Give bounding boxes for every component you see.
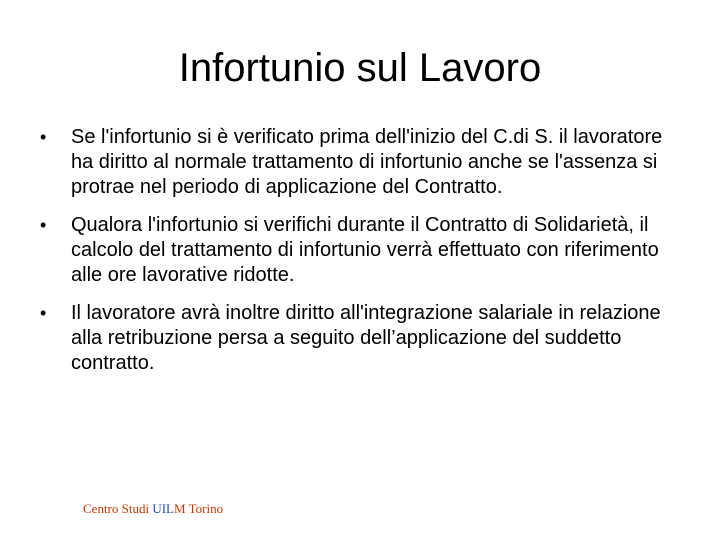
bullet-text: Il lavoratore avrà inoltre diritto all'integrazione salariale in relazione alla retribuzione persa a seguito dell’applicazione del suddetto contratto.	[71, 302, 661, 374]
bullet-marker: •	[40, 127, 47, 147]
bullet-item	[36, 301, 686, 376]
bullet-item	[36, 213, 686, 288]
bullet-text: Se l'infortunio si è verificato prima dell'inizio del C.di S. il lavoratore ha diritto al normale trattamento di infortunio anche se l'assenza si protrae nel periodo di applicazione del Contratto.	[71, 126, 663, 198]
footer-m: M	[174, 501, 186, 516]
footer-credit	[83, 500, 223, 518]
slide-title: Infortunio sul Lavoro	[178, 46, 542, 90]
footer-prefix: Centro Studi	[83, 501, 153, 516]
footer-uil: UIL	[152, 501, 175, 516]
bullet-list	[36, 125, 686, 389]
bullet-item	[36, 125, 686, 200]
footer-suffix: Torino	[185, 501, 224, 516]
bullet-marker: •	[40, 303, 47, 323]
bullet-text: Qualora l'infortunio si verifichi durante il Contratto di Solidarietà, il calcolo del trattamento di infortunio verrà effettuato con riferimento alle ore lavorative ridotte.	[71, 214, 659, 286]
bullet-marker: •	[40, 215, 47, 235]
